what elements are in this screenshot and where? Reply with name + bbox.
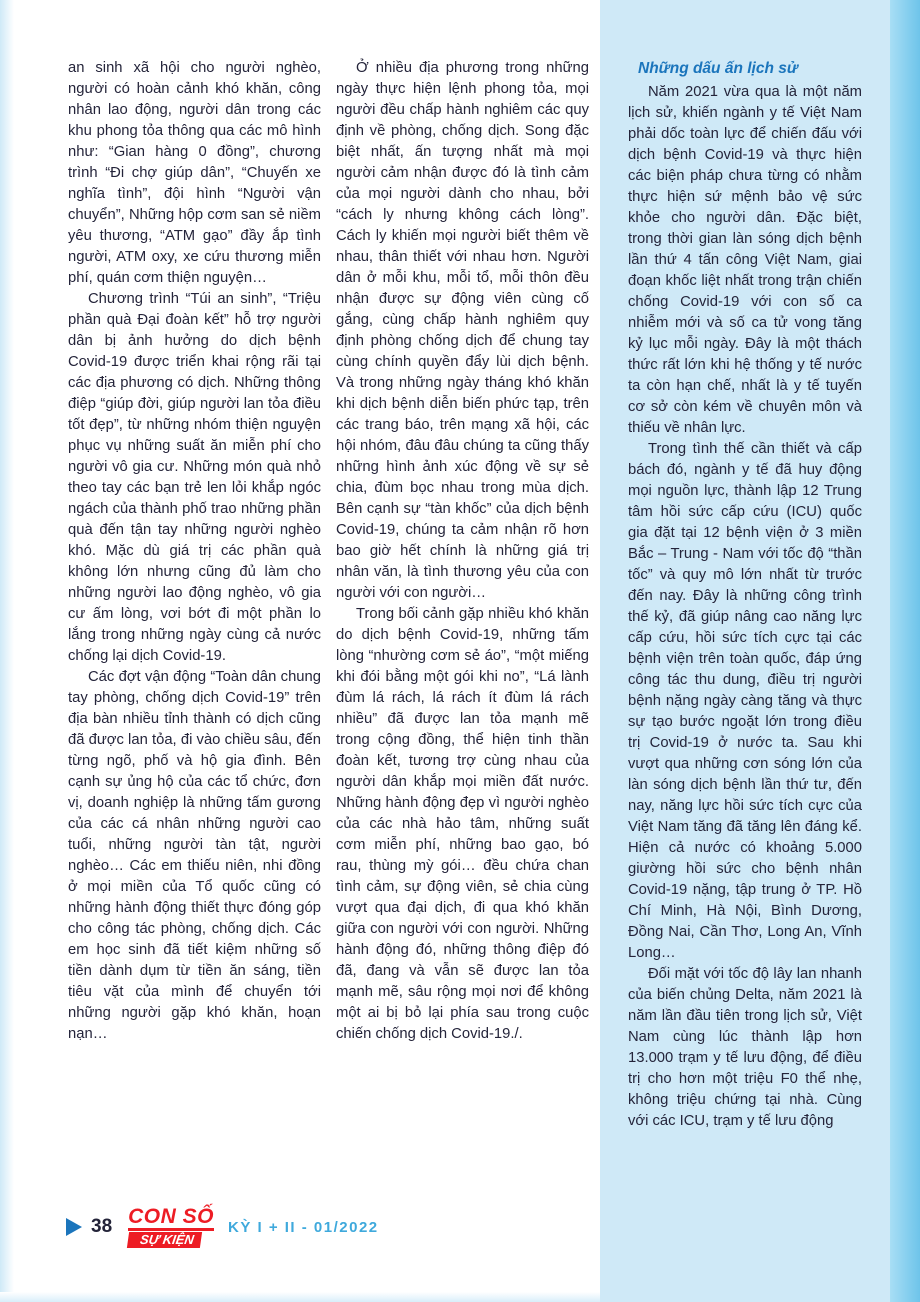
paragraph: Trong bối cảnh gặp nhiều khó khăn do dịch bệnh Covid-19, những tấm lòng “nhường cơm sẻ áo”, “một miếng khi đói bằng một gói khi no”, “Lá lành đùm lá rách, lá rách ít đùm lá rách nhiều” đã được lan tỏa mạnh mẽ trong cộng đồng, thể hiện tinh thần đoàn kết, tương trợ cùng nhau của người dân khắp mọi miền đất nước. Những hành động đẹp vì người nghèo của các nhà hảo tâm, những suất cơm miễn phí, những bao gạo, bó rau, thùng mỳ gói… đều chứa chan tình cảm, sự động viên, sẻ chia cùng vượt qua đại dịch, đi qua khó khăn giữa con người với con người. Những hành động đó, những thông điệp đó đã, đang và vẫn sẽ được lan tỏa mạnh mẽ, sâu rộng mọi nơi để không một ai bị bỏ lại phía sau trong cuộc chiến chống dịch Covid-19./. bbox=[336, 606, 589, 1042]
logo-line1: CON SỐ bbox=[128, 1206, 214, 1231]
paragraph: Các đợt vận động “Toàn dân chung tay phòng, chống dịch Covid-19” trên địa bàn nhiều tỉnh thành có dịch cũng đã được lan tỏa, đi vào chiều sâu, đến từng ngõ, phố và hộ gia đình. Bên cạnh sự ủng hộ của các tổ chức, đơn vị, doanh nghiệp là những tấm gương của các cá nhân những người cao tuổi, những người tàn tật, người nghèo… Các em thiếu niên, nhi đồng ở mọi miền của Tổ quốc cũng có những hành động thiết thực đóng góp cho công tác phòng, chống dịch. Các em học sinh đã tiết kiệm những số tiền dành dụm từ tiền ăn sáng, tiền tiêu vặt của mình để chuyển tới những người gặp khó khăn, hoạn nạn… bbox=[68, 669, 321, 1042]
section-heading: Những dấu ấn lịch sử bbox=[638, 60, 798, 77]
issue-label: KỲ I + II - 01/2022 bbox=[227, 1218, 379, 1236]
left-border-strip bbox=[0, 0, 14, 1302]
paragraph: Năm 2021 vừa qua là một năm lịch sử, khiến ngành y tế Việt Nam phải dốc toàn lực để chiến đấu với dịch bệnh Covid-19 và thực hiện các biện pháp chưa từng có nhằm thực hiện sứ mệnh bảo vệ sức khỏe cho người dân. Đặc biệt, trong thời gian làn sóng dịch bệnh lần thứ 4 tấn công Việt Nam, giai đoạn khốc liệt nhất trong trận chiến chống Covid-19 với con số ca nhiễm mới và số ca tử vong tăng kỷ lục mỗi ngày. Đây là một thách thức rất lớn khi hệ thống y tế nước ta còn hạn chế, nhất là y tế tuyến cơ sở còn kém về chuyên môn và thiếu về nhân lực. bbox=[628, 84, 862, 436]
right-border-strip bbox=[890, 0, 920, 1302]
text-column-1 bbox=[68, 58, 321, 1045]
paragraph: Trong tình thế cần thiết và cấp bách đó, ngành y tế đã huy động mọi nguồn lực, thành lập 12 Trung tâm hồi sức cấp cứu (ICU) quốc gia đặt tại 12 bệnh viện ở 3 miền Bắc – Trung - Nam với tốc độ “thần tốc” và quy mô lớn nhất từ trước đến nay. Đây là những công trình thế kỷ, đã giúp nâng cao năng lực cấp cứu, hồi sức tích cực tại các bệnh viện trên toàn quốc, đáp ứng công tác thu dung, điều trị người bệnh nặng ngày càng tăng và thực sự tạo bước ngoặt lớn trong điều trị Covid-19 ở nước ta. Sau khi vượt qua những cơn sóng lớn của làn sóng dịch bệnh lần thứ tư, đến nay, năng lực hồi sức tích cực của Việt Nam tăng đã tăng lên đáng kể. Hiện cả nước có khoảng 5.000 giường hồi sức cho bệnh nhân Covid-19 nặng, tập trung ở TP. Hồ Chí Minh, Hà Nội, Bình Dương, Đồng Nai, Cần Thơ, Long An, Vĩnh Long… bbox=[628, 441, 862, 961]
paragraph: Đối mặt với tốc độ lây lan nhanh của biến chủng Delta, năm 2021 là năm lần đầu tiên trong lịch sử, Việt Nam cùng lúc thành lập hơn 13.000 trạm y tế lưu động, để điều trị cho hơn một triệu F0 thể nhẹ, không triệu chứng tại nhà. Cùng với các ICU, trạm y tế lưu động bbox=[628, 966, 862, 1129]
page-footer bbox=[66, 1206, 379, 1248]
arrow-icon bbox=[66, 1218, 82, 1236]
paragraph: an sinh xã hội cho người nghèo, người có hoàn cảnh khó khăn, công nhân lao động, người dân trong các khu phong tỏa thông qua các mô hình như: “Gian hàng 0 đồng”, chương trình “Đi chợ giúp dân”, “Chuyến xe nghĩa tình”, đội hình “Người vận chuyển”, Những hộp cơm san sẻ niềm yêu thương, “ATM gạo” đầy ắp tình người, ATM oxy, xe cứu thương miễn phí, quán cơm thiện nguyện… bbox=[68, 60, 321, 286]
magazine-logo bbox=[128, 1206, 214, 1248]
text-column-sidebar bbox=[628, 58, 862, 1132]
page-number: 38 bbox=[91, 1216, 113, 1237]
paragraph: Chương trình “Túi an sinh”, “Triệu phần quà Đại đoàn kết” hỗ trợ người dân bị ảnh hưởng do dịch bệnh Covid-19 được triển khai rộng rãi tại các địa phương có dịch. Những thông điệp “giúp đời, giúp người lan tỏa điều tốt đẹp”, từ những nhóm thiện nguyện phục vụ những suất ăn miễn phí cho người vô gia cư. Những món quà nhỏ theo tay các bạn trẻ len lỏi khắp ngóc ngách của thành phố trao những phần quà đến tận tay những người nghèo khó. Mặc dù giá trị các phần quà không lớn nhưng cũng đủ làm cho những người lao động nghèo, vô gia cư ấm lòng, vơi bớt đi một phần lo lắng trong những ngày cùng cả nước chống lại dịch Covid-19. bbox=[68, 291, 321, 664]
paragraph: Ở nhiều địa phương trong những ngày thực hiện lệnh phong tỏa, mọi người đều chấp hành nghiêm các quy định về phòng, chống dịch. Song đặc biệt nhất, ấn tượng nhất mà mọi người cảm nhận được đó là tình cảm của mọi người dành cho nhau, bởi “cách ly nhưng không cách lòng”. Cách ly khiến mọi người biết thêm về nhau, thân thiết với nhau hơn. Người dân ở mỗi khu, mỗi tổ, mỗi thôn đều nhận được sự động viên cùng cố gắng, cùng chấp hành nghiêm quy định phòng chống dịch để chung tay cùng chính quyền đẩy lùi dịch bệnh. Và trong những ngày tháng khó khăn khi dịch bệnh diễn biến phức tạp, trên các trang báo, trên mạng xã hội, các hội nhóm, đâu đâu chúng ta cũng thấy những hình ảnh xúc động về sự sẻ chia, đùm bọc nhau trong mùa dịch. Bên cạnh sự “tàn khốc” của dịch bệnh Covid-19, chúng ta cảm nhận rõ hơn bao giờ hết chính là những giá trị nhân văn, là tình thương yêu của con người với con người… bbox=[336, 60, 589, 601]
text-column-2 bbox=[336, 58, 589, 1045]
logo-line2: SỰ KIỆN bbox=[127, 1232, 202, 1248]
